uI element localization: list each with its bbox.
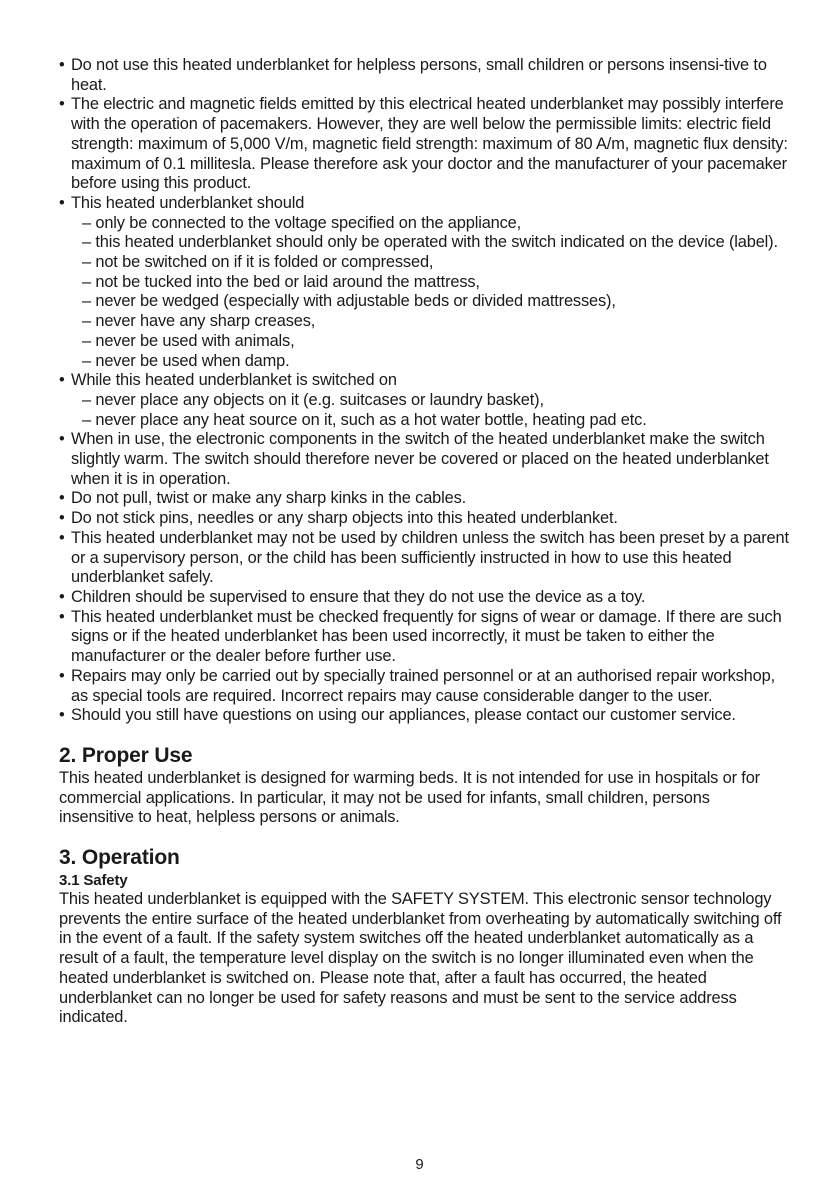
list-item-text: Do not pull, twist or make any sharp kinks in the cables. [71,489,467,508]
sub-list [71,214,789,372]
sub-list-item: – never have any sharp creases, [82,312,316,331]
list-item-text: This heated underblanket should [71,193,305,212]
safety-list-item [59,371,789,430]
sub-list-item: – not be switched on if it is folded or compressed, [82,253,434,272]
list-item-text: This heated underblanket must be checked frequently for signs of wear or damage. If there are such signs or if the heated underblanket has been used incorrectly, it must be taken to either the manufacturer or the dealer before further use. [71,607,782,666]
safety-list-item [59,706,789,726]
safety-instructions-list [59,56,789,726]
safety-system-paragraph: This heated underblanket is equipped with the SAFETY SYSTEM. This electronic sensor technology prevents the entire surface of the heated underblanket from overheating by automatically switching off in the event of a fault. If the safety system switches off the heated underblanket automatically as a result of a fault, the temperature level display on the switch is no longer illuminated even when the heated underblanket is switched on. Please note that, after a fault has occurred, the heated underblanket can no longer be used for safety reasons and must be sent to the service address indicated. [59,890,782,1027]
list-item-text: When in use, the electronic components in the switch of the heated underblanket make the switch slightly warm. The switch should therefore never be covered or placed on the heated underblanket when it is in operation. [71,430,769,488]
sub-list-item: – not be tucked into the bed or laid around the mattress, [82,272,480,291]
safety-list-item [59,430,789,489]
list-item-text: The electric and magnetic fields emitted by this electrical heated underblanket may possibly interfere with the operation of pacemakers. However, they are well below the permissible limits: electric field strength: maximum of 5,000 V/m, magnetic field strength: maximum of 80 A/m, magnetic flux density: maximum of 0.1 millitesla. Please therefore ask your doctor and the manufacturer of your pacemaker before using this product. [71,95,788,193]
safety-list-item [59,588,789,608]
safety-list-item [59,56,789,95]
page-number: 9 [415,1156,424,1173]
sub-list-item: – never be used with animals, [82,331,295,350]
sub-list-item: – never place any heat source on it, such as a hot water bottle, heating pad etc. [82,410,647,429]
sub-list-item: – only be connected to the voltage specified on the appliance, [82,213,522,232]
list-item-text: Children should be supervised to ensure that they do not use the device as a toy. [71,587,646,606]
section-heading-proper-use: 2. Proper Use [59,743,193,767]
list-item-text: Repairs may only be carried out by specially trained personnel or at an authorised repair workshop, as special tools are required. Incorrect repairs may cause considerable danger to the user. [71,666,775,705]
sub-list-item: – never be used when damp. [82,351,290,370]
sub-list-item: – never be wedged (especially with adjustable beds or divided mattresses), [82,292,616,311]
list-item-text: Do not use this heated underblanket for helpless persons, small children or persons insensi-tive to heat. [71,56,767,94]
sub-list-item: – never place any objects on it (e.g. suitcases or laundry basket), [82,390,544,409]
list-item-text: This heated underblanket may not be used by children unless the switch has been preset by a parent or a supervisory person, or the child has been sufficiently instructed in how to use this heated underblanket safely. [71,528,789,587]
document-page [59,56,789,1028]
safety-list-item [59,509,789,529]
proper-use-paragraph: This heated underblanket is designed for warming beds. It is not intended for use in hospitals or for commercial applications. In particular, it may not be used for infants, small children, persons insensitive to heat, helpless persons or animals. [59,768,760,827]
safety-list-item [59,95,789,194]
sub-list [71,391,789,430]
sub-list-item: – this heated underblanket should only be operated with the switch indicated on the device (label). [82,233,778,252]
list-item-text: Should you still have questions on using our appliances, please contact our customer service. [71,706,736,725]
section-heading-operation: 3. Operation [59,846,180,870]
safety-list-item [59,529,789,588]
safety-list-item [59,489,789,509]
list-item-text: Do not stick pins, needles or any sharp objects into this heated underblanket. [71,509,618,528]
safety-list-item [59,667,789,706]
safety-list-item [59,194,789,371]
subsection-heading-safety: 3.1 Safety [59,872,128,890]
safety-list-item [59,608,789,667]
list-item-text: While this heated underblanket is switched on [71,371,397,390]
